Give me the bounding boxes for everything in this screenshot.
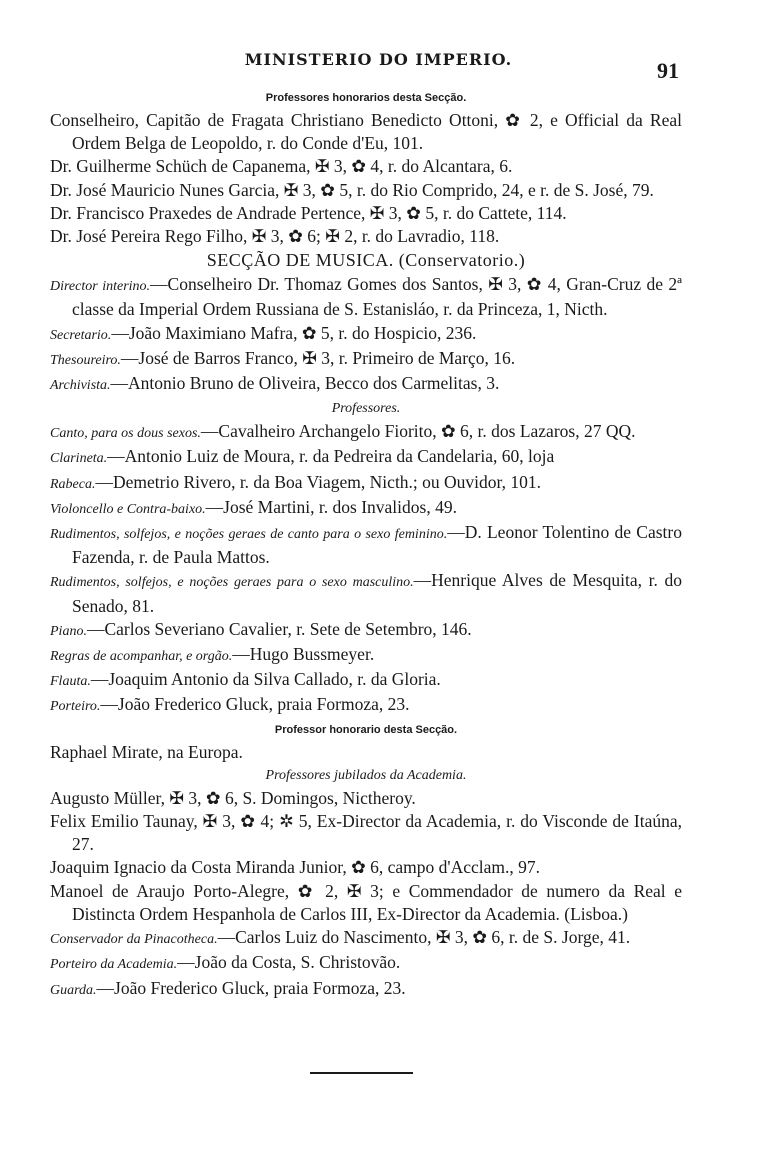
entry-label: Piano. xyxy=(50,623,87,639)
entry-label: Thesoureiro. xyxy=(50,352,121,368)
honorary-professor-heading: Professor honorario desta Secção. xyxy=(274,723,458,736)
entry-text: — D. Leonor Tolentino de Castro Fazenda, r. de Paula Mattos. xyxy=(72,522,682,567)
list-item: Felix Emilio Taunay, ✠ 3, ✿ 4; ✲ 5, Ex-Director da Academia, r. do Visconde de Itaúna, 27. xyxy=(50,811,682,855)
entry-text: — Hugo Bussmeyer. xyxy=(232,644,374,664)
entry-label: Regras de acompanhar, e orgão. xyxy=(50,649,233,665)
entry-text: — Cavalheiro Archangelo Fiorito, ✿ 6, r. dos Lazaros, 27 QQ. xyxy=(201,421,636,441)
entry-text: — Henrique Alves de Mesquita, r. do Senado, 81. xyxy=(72,570,682,615)
honorary-heading: Professores honorarios desta Secção. xyxy=(265,92,467,104)
professor-entry xyxy=(50,420,682,445)
officer-entry xyxy=(50,322,682,347)
entry-text: — José de Barros Franco, ✠ 3, r. Primeiro de Março, 16. xyxy=(121,348,515,368)
entry-label: Porteiro da Academia. xyxy=(50,957,178,973)
page-number: 91 xyxy=(657,58,679,83)
entry-text: — Antonio Bruno de Oliveira, Becco dos Carmelitas, 3. xyxy=(111,373,500,393)
officer-entry xyxy=(50,926,682,951)
list-item: Dr. Francisco Praxedes de Andrade Pertence, ✠ 3, ✿ 5, r. do Cattete, 114. xyxy=(50,202,567,223)
entry-text: — João da Costa, S. Christovão. xyxy=(177,952,400,972)
professor-entry xyxy=(50,471,682,496)
professor-entry xyxy=(50,618,682,643)
officer-entry xyxy=(50,273,682,321)
page-content xyxy=(50,87,682,1002)
list-item: Dr. Guilherme Schüch de Capanema, ✠ 3, ✿ 4, r. do Alcantara, 6. xyxy=(50,156,513,177)
entry-text: — José Martini, r. dos Invalidos, 49. xyxy=(206,497,457,517)
professor-entry xyxy=(50,643,682,668)
professors-heading: Professores. xyxy=(331,401,401,417)
entry-label: Director interino. xyxy=(50,279,151,295)
list-item: Raphael Mirate, na Europa. xyxy=(50,741,243,762)
end-rule xyxy=(310,1072,413,1074)
list-item: Augusto Müller, ✠ 3, ✿ 6, S. Domingos, Nictheroy. xyxy=(50,787,416,808)
entry-text: — João Maximiano Mafra, ✿ 5, r. do Hospicio, 236. xyxy=(111,323,476,343)
professor-entry xyxy=(50,668,682,693)
professor-entry xyxy=(50,569,682,617)
running-head: MINISTERIO DO IMPERIO. xyxy=(244,50,513,69)
entry-label: Rudimentos, solfejos, e noções geraes de canto para o sexo feminino. xyxy=(50,527,448,543)
officer-entry xyxy=(50,347,682,372)
entry-text: — Antonio Luiz de Moura, r. da Pedreira da Candelaria, 60, loja xyxy=(107,446,554,466)
professor-entry xyxy=(50,496,682,521)
entry-label: Secretario. xyxy=(50,327,112,343)
entry-label: Canto, para os dous sexos. xyxy=(50,426,201,442)
professor-entry xyxy=(50,445,682,470)
entry-label: Archivista. xyxy=(50,378,111,394)
entry-text: — Joaquim Antonio da Silva Callado, r. da Gloria. xyxy=(91,669,441,689)
officer-entry xyxy=(50,372,682,397)
entry-label: Rudimentos, solfejos, e noções geraes para o sexo masculino. xyxy=(50,575,414,591)
entry-text: — João Frederico Gluck, praia Formoza, 23. xyxy=(97,978,406,998)
list-item: Joaquim Ignacio da Costa Miranda Junior, ✿ 6, campo d'Acclam., 97. xyxy=(50,857,540,878)
list-item: Dr. José Pereira Rego Filho, ✠ 3, ✿ 6; ✠ 2, r. do Lavradio, 118. xyxy=(50,226,500,247)
entry-text: — Conselheiro Dr. Thomaz Gomes dos Santos, ✠ 3, ✿ 4, Gran-Cruz de 2ª classe da Imperial Ordem Russiana de S. Estanisláo, r. da Princeza, 1, Nicth. xyxy=(72,274,682,319)
entry-text: — João Frederico Gluck, praia Formoza, 23. xyxy=(100,694,409,714)
list-item: Dr. José Mauricio Nunes Garcia, ✠ 3, ✿ 5, r. do Rio Comprido, 24, e r. de S. José, 79. xyxy=(50,179,654,200)
entry-label: Clarineta. xyxy=(50,451,108,467)
entry-label: Rabeca. xyxy=(50,476,96,492)
entry-text: — Demetrio Rivero, r. da Boa Viagem, Nicth.; ou Ouvidor, 101. xyxy=(95,472,541,492)
professor-entry xyxy=(50,693,682,718)
professor-entry xyxy=(50,521,682,569)
music-section-title: SECÇÃO DE MUSICA. (Conservatorio.) xyxy=(206,250,526,271)
entry-text: — Carlos Luiz do Nascimento, ✠ 3, ✿ 6, r. de S. Jorge, 41. xyxy=(218,927,631,947)
entry-label: Porteiro. xyxy=(50,699,101,715)
entry-label: Guarda. xyxy=(50,982,97,998)
entry-text: — Carlos Severiano Cavalier, r. Sete de Setembro, 146. xyxy=(87,619,472,639)
list-item: Conselheiro, Capitão de Fragata Christiano Benedicto Ottoni, ✿ 2, e Official da Real Ordem Belga de Leopoldo, r. do Conde d'Eu, 101. xyxy=(50,110,682,154)
officer-entry xyxy=(50,977,682,1002)
list-item: Manoel de Araujo Porto-Alegre, ✿ 2, ✠ 3; e Commendador de numero da Real e Distincta Ordem Hespanhola de Carlos III, Ex-Director da Academia. (Lisboa.) xyxy=(50,880,682,924)
entry-label: Violoncello e Contra-baixo. xyxy=(50,501,206,517)
officer-entry xyxy=(50,951,682,976)
entry-label: Flauta. xyxy=(50,674,91,690)
retired-heading: Professores jubilados da Academia. xyxy=(265,767,467,783)
entry-label: Conservador da Pinacotheca. xyxy=(50,932,218,948)
